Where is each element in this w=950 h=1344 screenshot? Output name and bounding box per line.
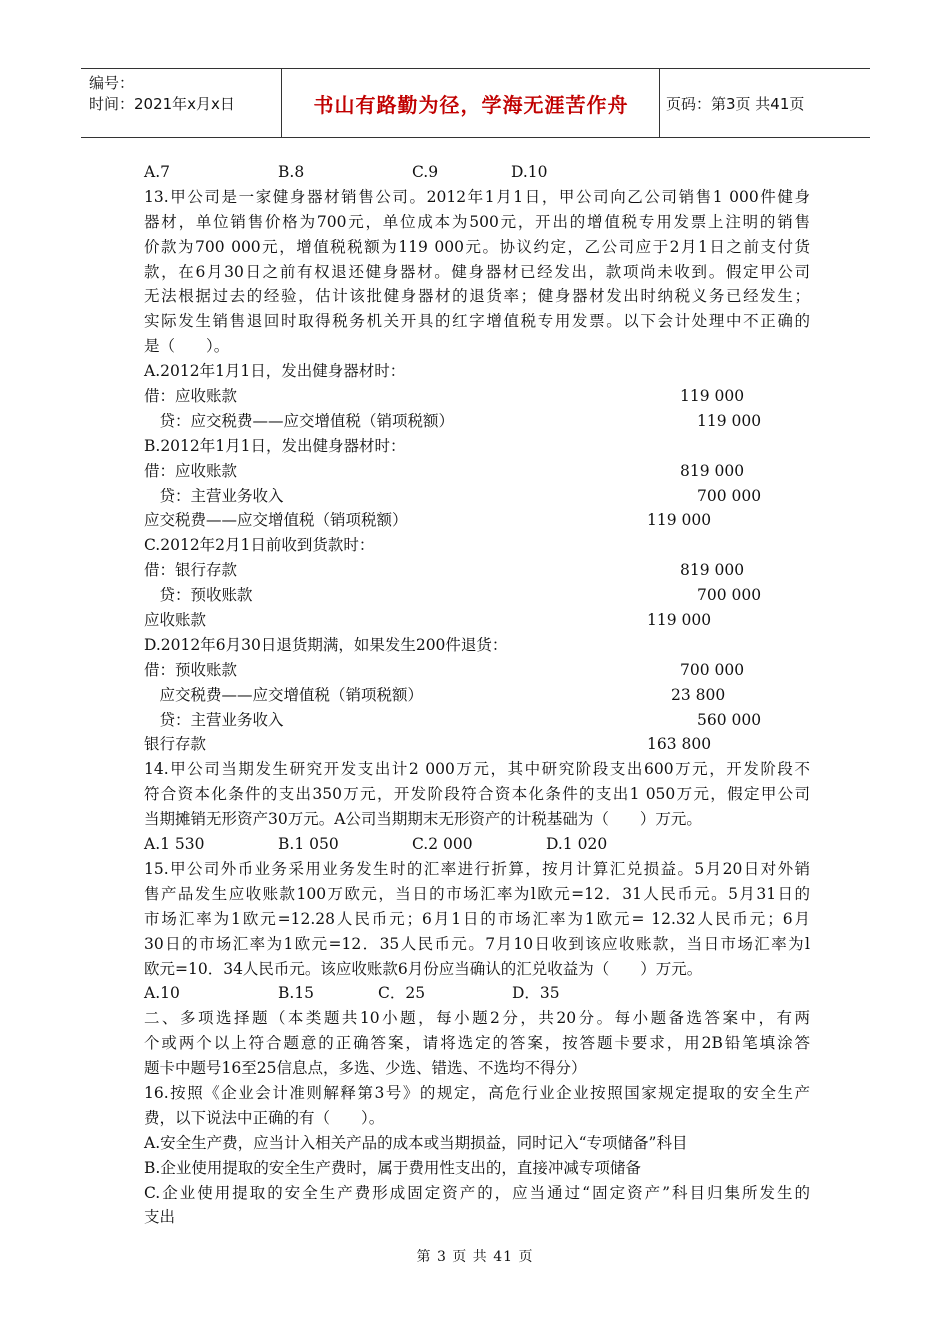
entry-account: 贷：预收账款 bbox=[144, 586, 253, 605]
entry-account: 应交税费——应交增值税（销项税额） bbox=[144, 511, 408, 530]
entry-amount: 119 000 bbox=[680, 387, 745, 406]
entry-account: 贷：应交税费——应交增值税（销项税额） bbox=[144, 411, 455, 430]
option-d: D.10 bbox=[511, 163, 548, 181]
option-b-title: B.2012年1月1日，发出健身器材时： bbox=[144, 436, 406, 455]
entry-amount: 163 800 bbox=[647, 735, 712, 754]
question-13-line: 器材，单位销售价格为700元，单位成本为500元，开出的增值税专用发票上注明的销售 bbox=[144, 212, 810, 231]
entry-account: 借：应收账款 bbox=[144, 461, 238, 480]
option-a: A.1 530 bbox=[144, 835, 205, 854]
question-16-option: C.企业使用提取的安全生产费形成固定资产的，应当通过“固定资产”科目归集所发生的 bbox=[144, 1183, 810, 1202]
question-16-option: 支出 bbox=[144, 1208, 176, 1227]
question-14-line: 14.甲公司当期发生研究开发支出计2 000万元，其中研究阶段支出600万元，开发阶段不 bbox=[144, 760, 810, 779]
document-body bbox=[144, 160, 810, 1230]
question-15-line: 15.甲公司外币业务采用业务发生时的汇率进行折算，按月计算汇兑损益。5月20日对外销 bbox=[144, 859, 810, 878]
question-16-line: 费，以下说法中正确的有（ ）。 bbox=[144, 1108, 385, 1127]
entry-amount: 560 000 bbox=[697, 710, 762, 729]
code-label: 编号： bbox=[89, 74, 135, 92]
option-c: C．25 bbox=[378, 984, 426, 1003]
journal-entry bbox=[144, 384, 810, 409]
question-14-line: 符合资本化条件的支出350万元，开发阶段符合资本化条件的支出1 050万元，假定甲公司 bbox=[144, 785, 810, 804]
entry-account: 应交税费——应交增值税（销项税额） bbox=[144, 685, 424, 704]
option-c: C.9 bbox=[412, 163, 439, 181]
journal-entry bbox=[144, 708, 810, 733]
option-d: D．35 bbox=[512, 984, 560, 1003]
question-12-options bbox=[144, 160, 810, 185]
option-b: B.1 050 bbox=[278, 835, 339, 854]
page-footer: 第 3 页 共 41 页 bbox=[416, 1249, 534, 1265]
entry-account: 贷：主营业务收入 bbox=[144, 486, 284, 505]
journal-entry bbox=[144, 732, 810, 757]
question-15-line: 30日的市场汇率为1欧元=12．35人民币元。7月10日收到该应收账款，当日市场汇率为l bbox=[144, 934, 810, 953]
option-a-title: A.2012年1月1日，发出健身器材时： bbox=[144, 362, 406, 381]
date-label: 时间：2021年x月x日 bbox=[89, 95, 235, 113]
entry-account: 应收账款 bbox=[144, 611, 207, 630]
section-heading-line: 个或两个以上符合题意的正确答案，请将选定的答案，按答题卡要求，用2B铅笔填涂答 bbox=[144, 1034, 810, 1053]
question-13-line: 价款为700 000元，增值税税额为119 000元。协议约定，乙公司应于2月1日之前支付货 bbox=[144, 237, 810, 256]
entry-amount: 700 000 bbox=[697, 486, 762, 505]
question-16-option: A.安全生产费，应当计入相关产品的成本或当期损益，同时记入“专项储备”科目 bbox=[144, 1133, 688, 1152]
header-motto: 书山有路勤为径，学海无涯苦作舟 bbox=[313, 93, 629, 117]
journal-entry bbox=[144, 583, 810, 608]
question-16-option: B.企业使用提取的安全生产费时，属于费用性支出的，直接冲减专项储备 bbox=[144, 1158, 641, 1177]
journal-entry bbox=[144, 608, 810, 633]
question-14-line: 当期摊销无形资产30万元。A公司当期期末无形资产的计税基础为（ ）万元。 bbox=[144, 810, 702, 829]
question-15-line: 售产品发生应收账款100万欧元，当日的市场汇率为l欧元=12．31人民币元。5月31日的 bbox=[144, 884, 810, 903]
entry-amount: 700 000 bbox=[680, 660, 745, 679]
question-15-line: 欧元=10．34人民币元。该应收账款6月份应当确认的汇兑收益为（ ）万元。 bbox=[144, 959, 703, 978]
entry-amount: 23 800 bbox=[671, 685, 726, 704]
option-a: A.7 bbox=[144, 163, 170, 181]
option-a: A.10 bbox=[144, 984, 180, 1003]
question-13-line: 是（ ）。 bbox=[144, 337, 230, 356]
entry-account: 借：应收账款 bbox=[144, 387, 238, 406]
entry-account: 贷：主营业务收入 bbox=[144, 710, 284, 729]
page-header bbox=[81, 68, 870, 138]
journal-entry bbox=[144, 484, 810, 509]
journal-entry bbox=[144, 508, 810, 533]
option-d: D.1 020 bbox=[546, 835, 608, 854]
entry-amount: 819 000 bbox=[680, 461, 745, 480]
question-15-options bbox=[144, 981, 810, 1006]
question-16-line: 16.按照《企业会计准则解释第3号》的规定，高危行业企业按照国家规定提取的安全生产 bbox=[144, 1083, 810, 1102]
journal-entry bbox=[144, 658, 810, 683]
journal-entry bbox=[144, 459, 810, 484]
entry-account: 借：银行存款 bbox=[144, 561, 238, 580]
option-c-title: C.2012年2月1日前收到货款时： bbox=[144, 536, 375, 555]
option-c: C.2 000 bbox=[412, 835, 473, 854]
option-d-title: D.2012年6月30日退货期满，如果发生200件退货： bbox=[144, 635, 508, 654]
header-meta bbox=[89, 73, 235, 115]
question-13-line: 实际发生销售退回时取得税务机关开具的红字增值税专用发票。以下会计处理中不正确的 bbox=[144, 312, 810, 331]
entry-amount: 119 000 bbox=[647, 511, 712, 530]
entry-account: 银行存款 bbox=[144, 735, 207, 754]
entry-account: 借：预收账款 bbox=[144, 660, 238, 679]
journal-entry bbox=[144, 558, 810, 583]
option-b: B.8 bbox=[278, 163, 305, 181]
entry-amount: 119 000 bbox=[697, 411, 762, 430]
entry-amount: 700 000 bbox=[697, 586, 762, 605]
section-heading-line: 二、多项选择题（本类题共10小题，每小题2分，共20分。每小题备选答案中，有两 bbox=[144, 1009, 810, 1028]
question-13-line: 款，在6月30日之前有权退还健身器材。健身器材已经发出，款项尚未收到。假定甲公司 bbox=[144, 262, 810, 281]
question-13-line: 13.甲公司是一家健身器材销售公司。2012年1月1日，甲公司向乙公司销售1 000件健身 bbox=[144, 187, 810, 206]
entry-amount: 819 000 bbox=[680, 561, 745, 580]
journal-entry bbox=[144, 683, 810, 708]
question-14-options bbox=[144, 832, 810, 857]
option-b: B.15 bbox=[278, 984, 315, 1003]
section-heading-line: 题卡中题号16至25信息点，多选、少选、错选、不选均不得分） bbox=[144, 1059, 587, 1078]
entry-amount: 119 000 bbox=[647, 611, 712, 630]
question-13-line: 无法根据过去的经验，估计该批健身器材的退货率；健身器材发出时纳税义务已经发生； bbox=[144, 287, 810, 306]
journal-entry bbox=[144, 409, 810, 434]
header-page-number: 页码：第3页 共41页 bbox=[666, 95, 805, 113]
question-15-line: 市场汇率为1欧元=12.28人民币元；6月1日的市场汇率为1欧元= 12.32人民币元；6月 bbox=[144, 909, 810, 928]
